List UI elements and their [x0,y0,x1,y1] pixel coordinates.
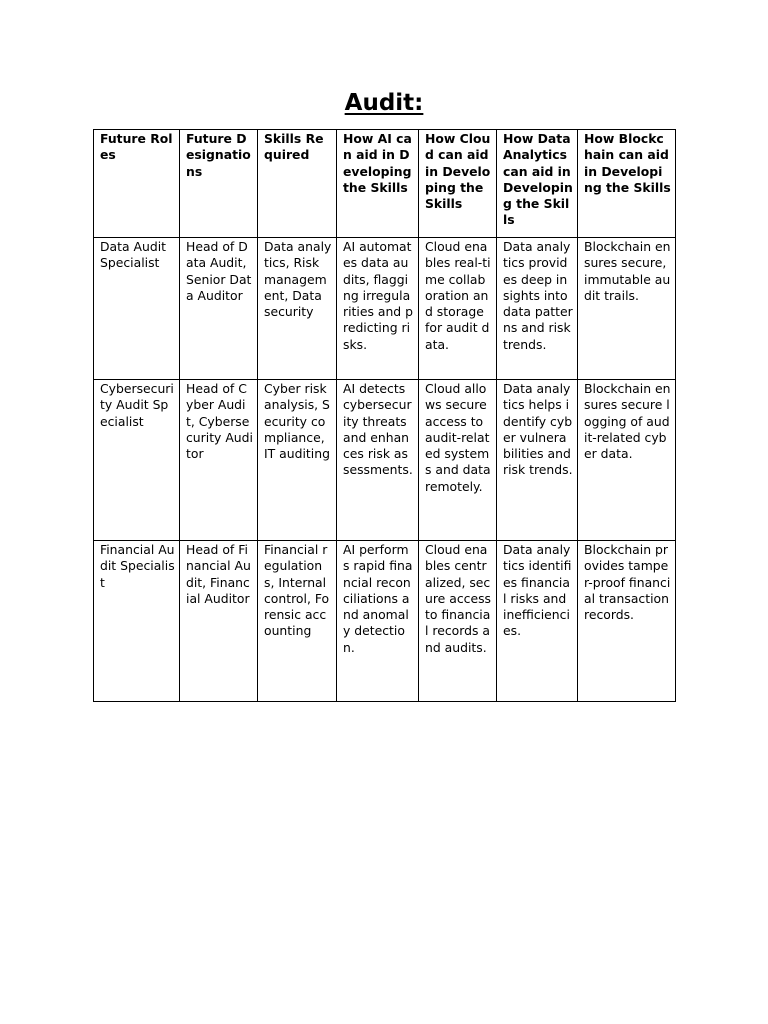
cell-role: Data Audit Specialist [94,238,180,380]
cell-designation: Head of Financial Audit, Financial Auditor [180,541,258,702]
header-future-roles: Future Roles [94,130,180,238]
cell-blockchain: Blockchain ensures secure logging of audit-related cyber data. [578,380,676,541]
header-future-designations: Future Designations [180,130,258,238]
table-header-row [94,130,676,238]
cell-role: Financial Audit Specialist [94,541,180,702]
cell-skills: Financial regulations, Internal control, Forensic accounting [258,541,337,702]
header-blockchain-aid: How Blockchain can aid in Developing the Skills [578,130,676,238]
cell-blockchain: Blockchain ensures secure, immutable audit trails. [578,238,676,380]
cell-role: Cybersecurity Audit Specialist [94,380,180,541]
header-ai-aid: How AI can aid in Developing the Skills [337,130,419,238]
cell-skills: Cyber risk analysis, Security compliance, IT auditing [258,380,337,541]
header-skills-required: Skills Required [258,130,337,238]
cell-skills: Data analytics, Risk management, Data security [258,238,337,380]
cell-ai: AI detects cybersecurity threats and enhances risk assessments. [337,380,419,541]
table-row [94,238,676,380]
cell-blockchain: Blockchain provides tamper-proof financial transaction records. [578,541,676,702]
cell-ai: AI automates data audits, flagging irregularities and predicting risks. [337,238,419,380]
cell-cloud: Cloud enables real-time collaboration and storage for audit data. [419,238,497,380]
audit-table [93,129,676,702]
cell-data-analytics: Data analytics helps identify cyber vulnerabilities and risk trends. [497,380,578,541]
cell-cloud: Cloud allows secure access to audit-related systems and data remotely. [419,380,497,541]
table-row [94,380,676,541]
table-row [94,541,676,702]
cell-data-analytics: Data analytics provides deep insights into data patterns and risk trends. [497,238,578,380]
cell-ai: AI performs rapid financial reconciliations and anomaly detection. [337,541,419,702]
page-title: Audit: [344,90,424,116]
header-cloud-aid: How Cloud can aid in Developing the Skills [419,130,497,238]
cell-designation: Head of Cyber Audit, Cybersecurity Auditor [180,380,258,541]
cell-cloud: Cloud enables centralized, secure access to financial records and audits. [419,541,497,702]
cell-designation: Head of Data Audit, Senior Data Auditor [180,238,258,380]
cell-data-analytics: Data analytics identifies financial risks and inefficiencies. [497,541,578,702]
header-data-analytics-aid: How Data Analytics can aid in Developing the Skills [497,130,578,238]
